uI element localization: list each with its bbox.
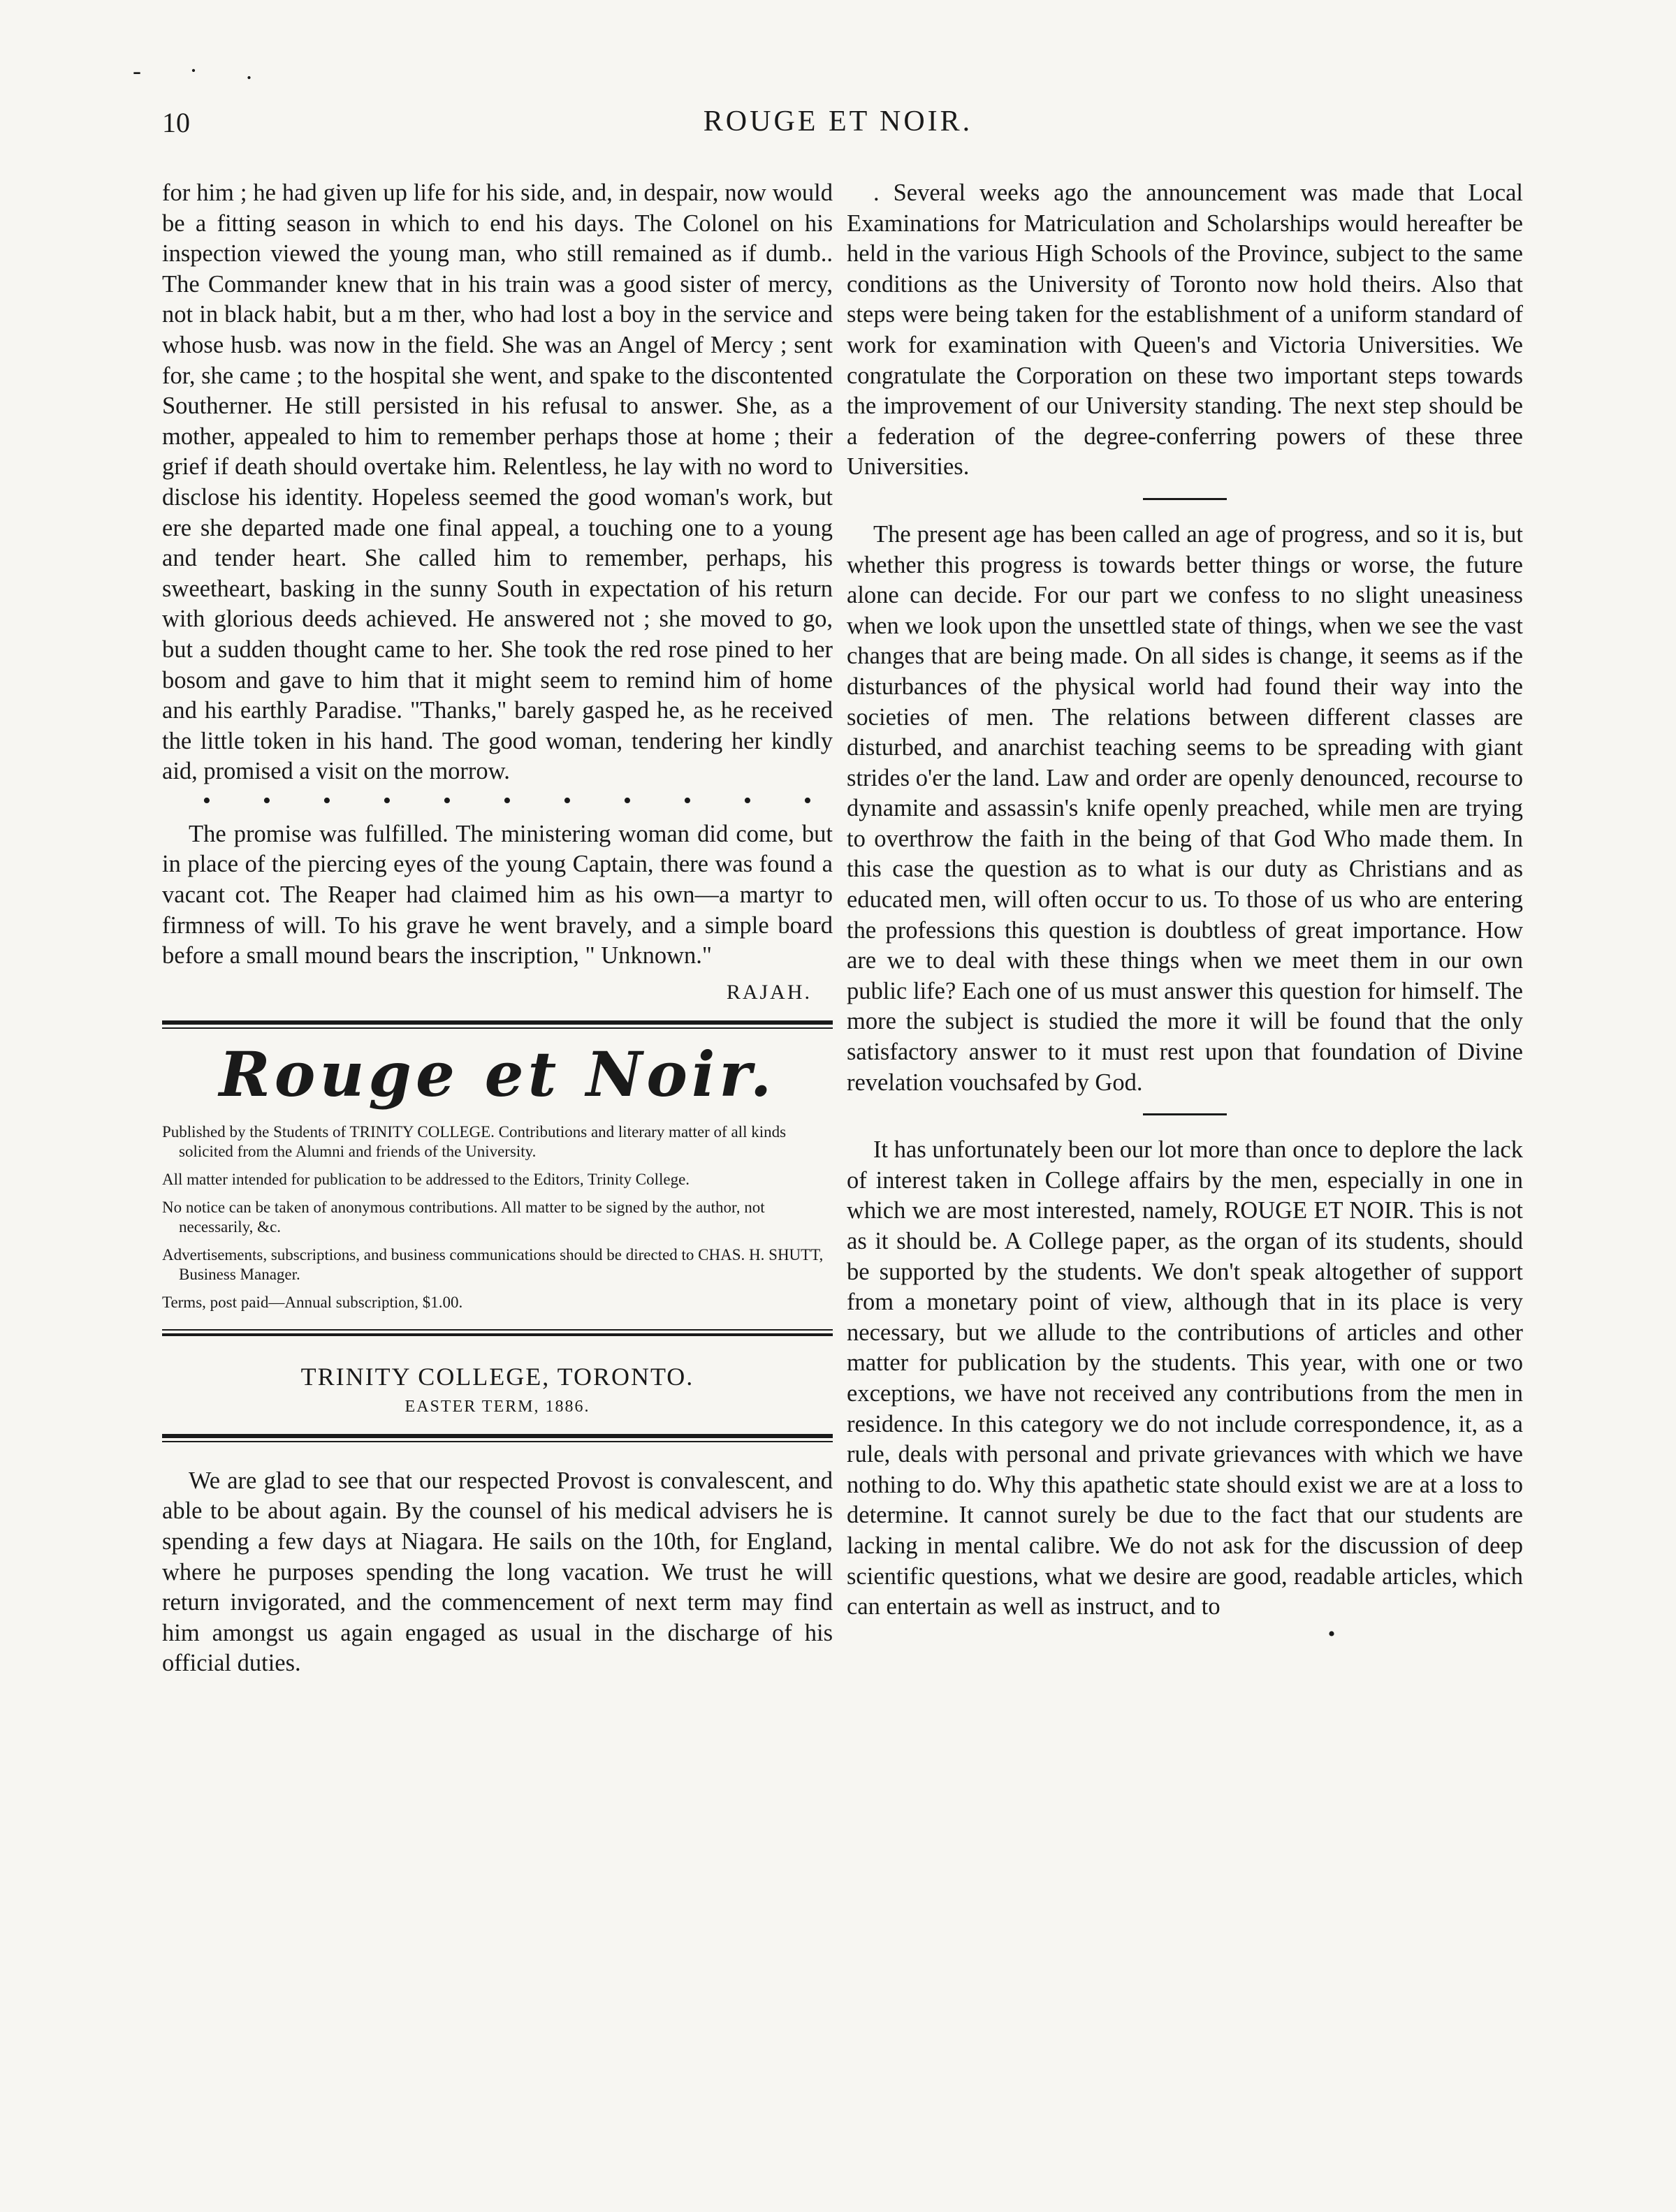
dot: • [503,787,511,814]
masthead-notice: No notice can be taken of anonymous contributions. All matter to be signed by the author, not necessarily, &c. [162,1198,765,1236]
print-specks: ‐ · . [133,57,273,85]
college-heading: TRINITY COLLEGE, TORONTO. [300,1362,694,1391]
author-signature: RAJAH. [726,980,812,1004]
dot: • [383,787,391,814]
dot: • [623,787,632,814]
section-divider [1143,1113,1227,1115]
masthead-notice: Published by the Students of TRINITY COLLEGE. Contributions and literary matter of all kinds solicited from the Alumni and friends of the University. [162,1122,787,1160]
left-column [162,178,833,1679]
masthead-notice: Advertisements, subscriptions, and business communications should be directed to CHAS. H. SHUTT, Business Manager. [162,1245,824,1283]
dot: • [683,787,692,814]
masthead-rule-top [162,1020,833,1029]
dot: • [323,787,331,814]
running-title: ROUGE ET NOIR. [703,105,973,138]
footer-bullet: • [1327,1622,1336,1646]
editorial-paragraph: The present age has been called an age of progress, and so it is, but whether this progress is towards better things or worse, the future alone can decide. For our part we confess to no slight uneasiness when we look upon the unsettled state of things, when we see the vast changes that are being made. On all sides is change, it seems as if the disturbances of the physical world had found their way into the societies of men. The relations between different classes are disturbed, and anarchist teaching seems to be spreading with giant strides o'er the land. Law and order are openly denounced, recourse to dynamite and assassin's knife openly preached, while men are trying to overthrow the faith in the being of that God Who made them. In this case the question as to what is our duty as Christians and as educated men, will often occur to us. To those of us who are entering the professions this question is doubtless of great importance. How are we to deal with these things when we meet them in our own public life? Each one of us must answer this question for himself. The more the subject is studied the more it will be found that the only satisfactory answer to it must rest upon that foundation of Divine revelation vouchsafed by God. [847,520,1523,1096]
section-dots [162,787,833,815]
right-column [847,178,1523,1646]
dot: • [443,787,451,814]
dot: • [263,787,271,814]
story-paragraph: for him ; he had given up life for his side, and, in despair, now would be a fitting season in which to end his days. The Colonel on his inspection viewed the young man, who still remained as if dumb.. The Commander knew that in his train was a good sister of mercy, not in black habit, but a m ther, who had lost a boy in the service and whose husb. was now in the field. She was an Angel of Mercy ; sent for, she came ; to the hospital she went, and spake to the discontented Southerner. He still persisted in his refusal to answer. She, as a mother, appealed to him to remember perhaps those at home ; their grief if death should overtake him. Relentless, he lay with no word to disclose his identity. Hopeless seemed the good woman's work, but ere she departed made one final appeal, a touching one to a young and tender heart. She called him to remember, perhaps, his sweetheart, basking in the sunny South in expectation of his return with glorious deeds achieved. He answered not ; she moved to go, but a sudden thought came to her. She took the red rose pined to her bosom and gave to him that it might seem to remind him of home and his earthly Paradise. "Thanks," barely gasped he, as he received the little token in his hand. The good woman, tendering her kindly aid, promised a visit on the morrow. [162,180,833,785]
page-number: 10 [162,107,190,138]
dot: • [563,787,571,814]
masthead-notice: All matter intended for publication to be addressed to the Editors, Trinity College. [162,1170,690,1188]
editorial-rule [162,1434,833,1442]
editorial-paragraph: It has unfortunately been our lot more than once to deplore the lack of interest taken in College affairs by the men, especially in one in which we are most interested, namely, ROUGE ET NOIR. This is not as it should be. A College paper, as the organ of its students, should be supported by the students. We don't speak altogether of support from a monetary point of view, although that in its place is very necessary, but we allude to the contributions of articles and other matter for publication by the students. This year, with one or two exceptions, we have not received any contributions from the men in residence. In this category we do not include correspondence, it, as a rule, deals with personal and private grievances with which we have nothing to do. Why this apathetic state should exist we are at a loss to determine. It cannot surely be due to the fact that our students are lacking in mental calibre. We do not ask for the discussion of deep scientific questions, what we desire are good, readable articles, which can entertain as well as instruct, and to [847,1136,1523,1620]
masthead-rule-bottom [162,1329,833,1336]
story-paragraph: The promise was fulfilled. The ministering woman did come, but in place of the piercing eyes of the young Captain, there was found a vacant cot. The Reaper had claimed him as his own—a martyr to firmness of will. To his grave he went bravely, and a simple board before a small mound bears the inscription, " Unknown." [162,820,833,969]
dot: • [803,787,812,814]
editorial-paragraph: . Several weeks ago the announcement was made that Local Examinations for Matriculation and Scholarships would hereafter be held in the various High Schools of the Province, subject to the same conditions as the University of Toronto now hold theirs. Also that steps were being taken for the establishment of a uniform standard of work for examination with Queen's and Victoria Universities. We congratulate the Corporation on these two important steps towards the improvement of our University standing. The next step should be a federation of the degree-conferring powers of these three Universities. [847,180,1523,481]
term-line: EASTER TERM, 1886. [405,1397,590,1416]
dot: • [203,787,211,814]
editorial-paragraph: We are glad to see that our respected Provost is convalescent, and able to be about again. By the counsel of his medical advisers he is spending a few days at Niagara. He sails on the 10th, for England, where he purposes spending the long vacation. We trust he will return invigorated, and the commencement of next term may find him amongst us again engaged as usual in the discharge of his official duties. [162,1467,833,1677]
masthead-title: Rouge et Noir. [219,1037,776,1111]
section-divider [1143,498,1227,500]
dot: • [743,787,752,814]
masthead-notice: Terms, post paid—Annual subscription, $1.00. [162,1293,463,1311]
